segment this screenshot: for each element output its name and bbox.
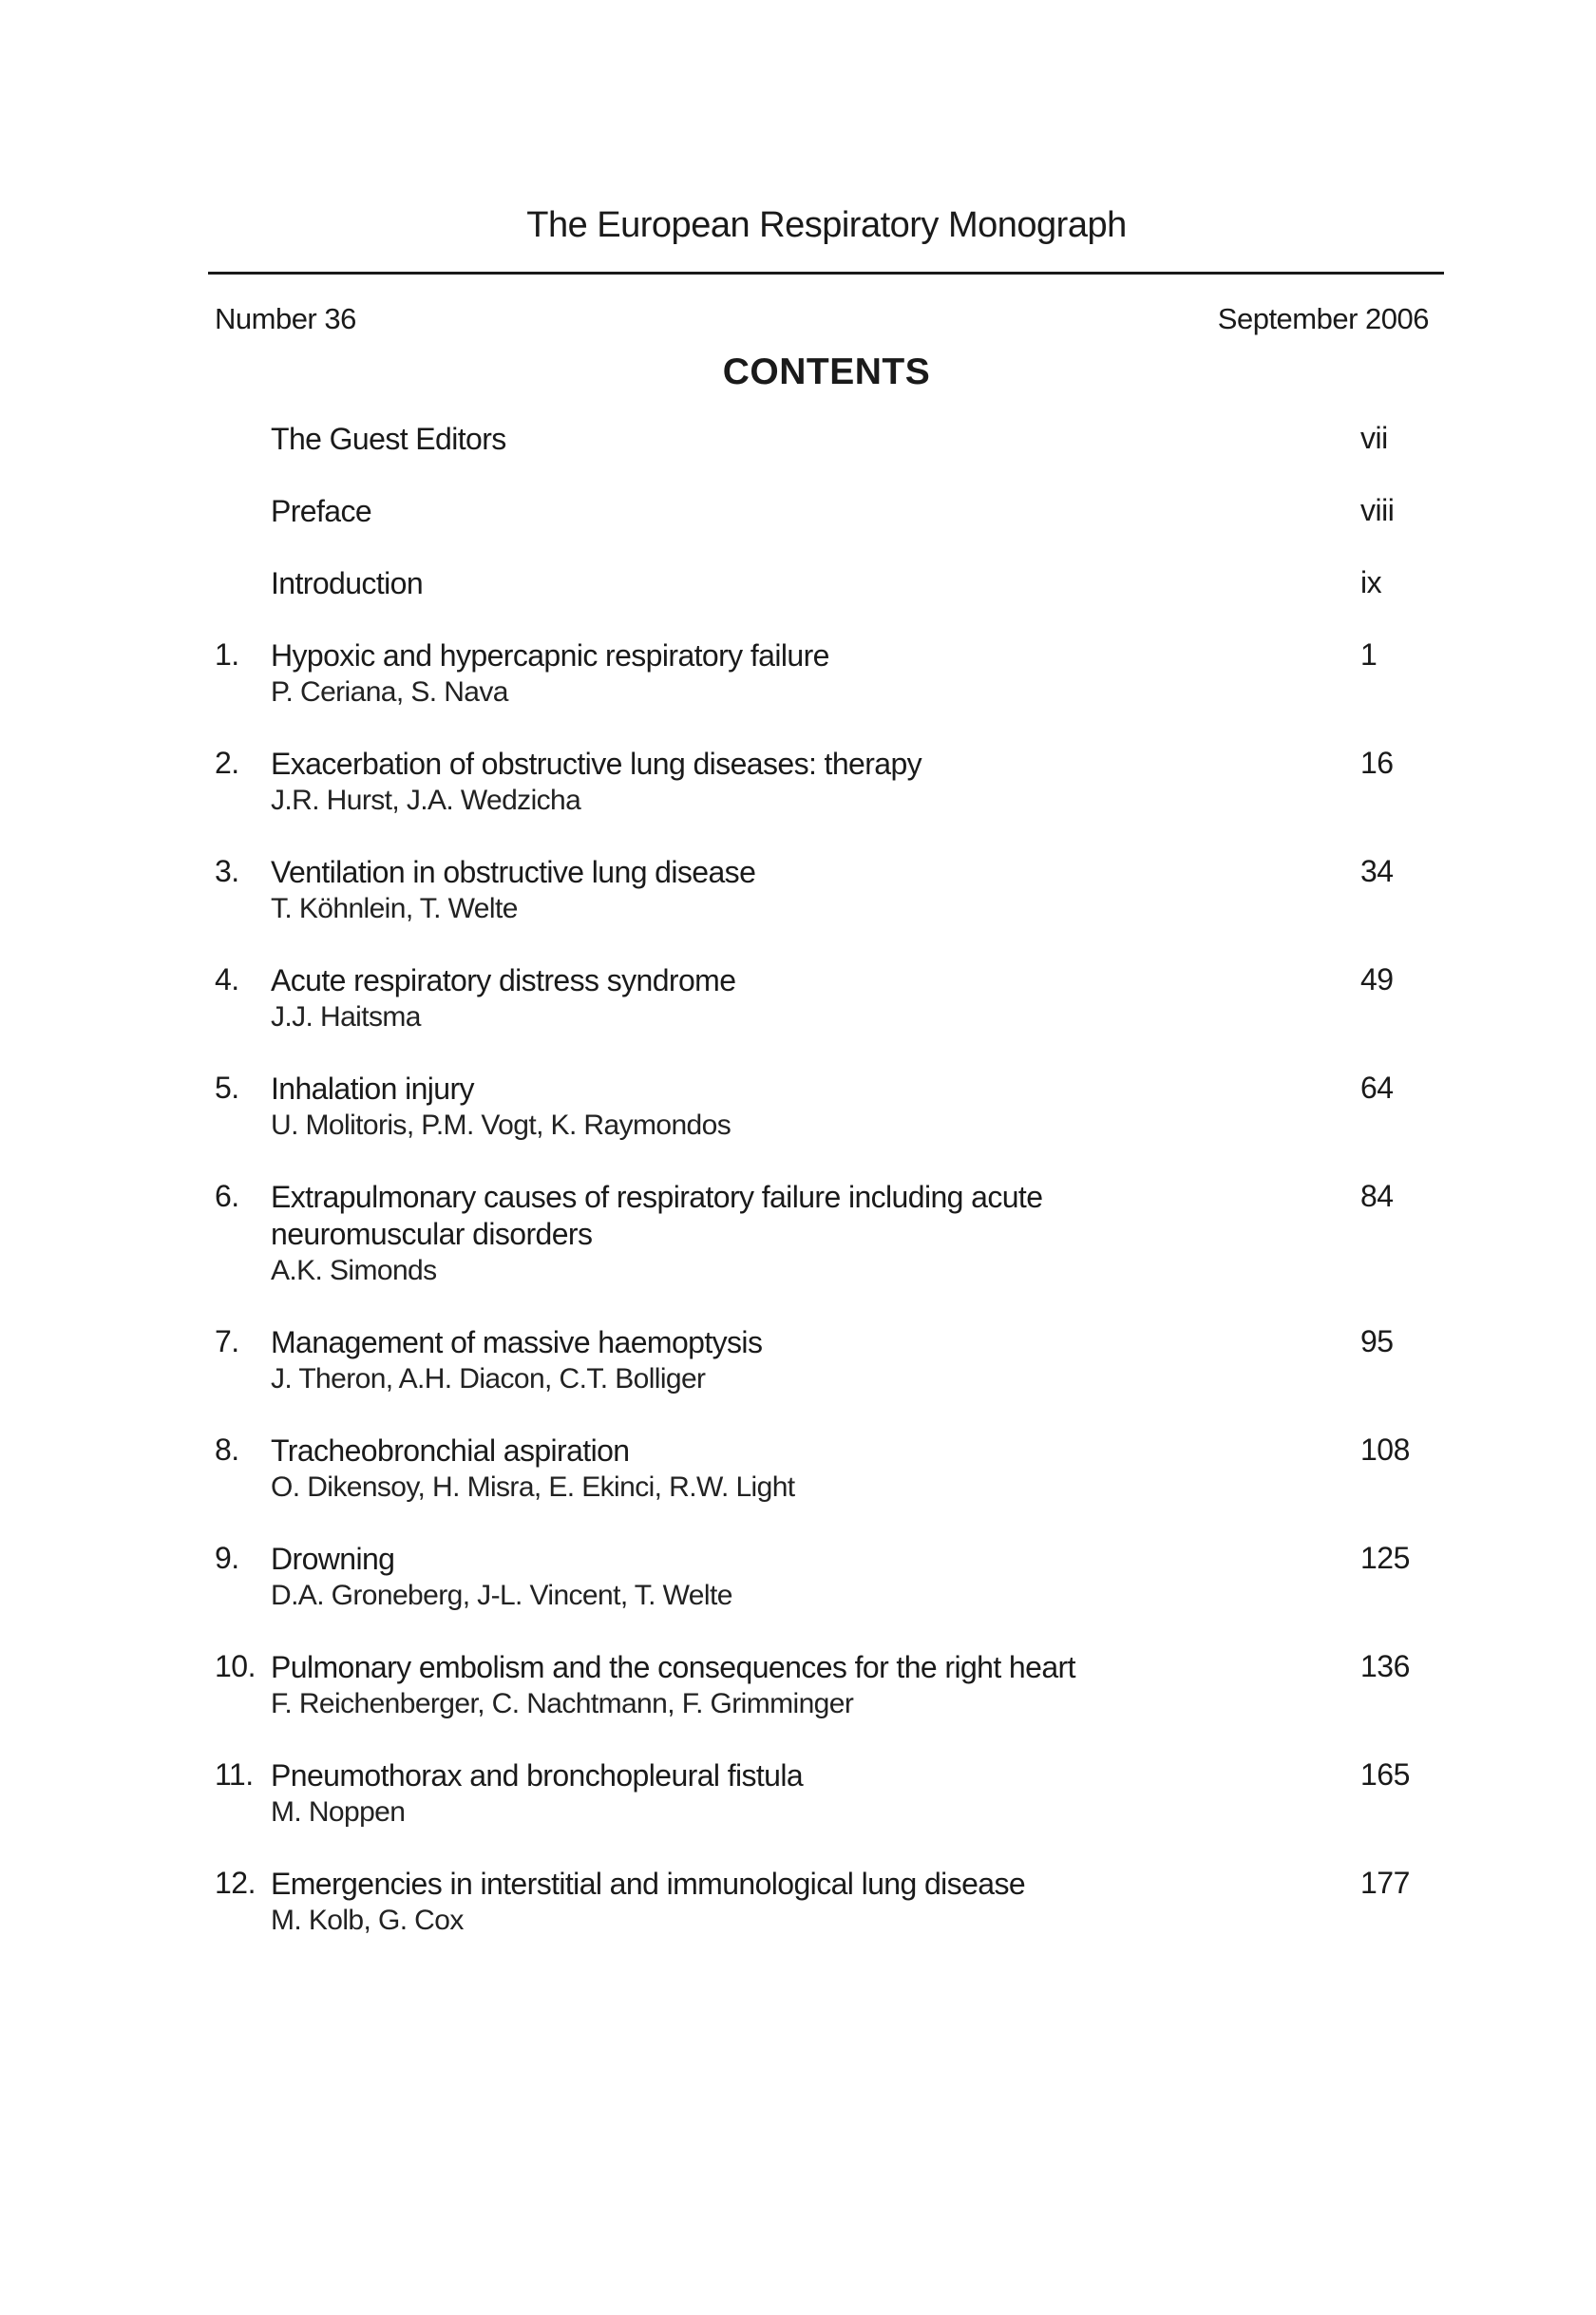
- issue-date: September 2006: [1217, 302, 1429, 335]
- chapter-page: 165: [1360, 1757, 1410, 1792]
- chapter-page: 49: [1360, 962, 1394, 996]
- chapter-title: Extrapulmonary causes of respiratory failure including acute neuromuscular disorders: [271, 1180, 1043, 1251]
- chapter-page: 95: [1360, 1324, 1394, 1358]
- chapter-authors: F. Reichenberger, C. Nachtmann, F. Grimminger: [271, 1688, 854, 1719]
- chapter-number: 4.: [215, 962, 239, 996]
- chapter-authors: J. Theron, A.H. Diacon, C.T. Bolliger: [271, 1363, 706, 1395]
- chapter-number: 8.: [215, 1433, 239, 1467]
- chapter-authors: M. Kolb, G. Cox: [271, 1905, 464, 1936]
- chapter-authors: D.A. Groneberg, J-L. Vincent, T. Welte: [271, 1580, 732, 1611]
- chapter-title: Acute respiratory distress syndrome: [271, 963, 736, 997]
- journal-title: The European Respiratory Monograph: [526, 205, 1127, 245]
- chapter-authors: M. Noppen: [271, 1796, 406, 1828]
- chapter-authors: U. Molitoris, P.M. Vogt, K. Raymondos: [271, 1110, 732, 1141]
- chapter-title: Inhalation injury: [271, 1072, 474, 1106]
- chapter-number: 7.: [215, 1324, 239, 1358]
- chapter-title: Management of massive haemoptysis: [271, 1325, 763, 1359]
- chapter-authors: J.J. Haitsma: [271, 1001, 421, 1033]
- chapter-authors: T. Köhnlein, T. Welte: [271, 893, 518, 924]
- chapter-number: 9.: [215, 1541, 239, 1575]
- chapter-title: Pneumothorax and bronchopleural fistula: [271, 1758, 804, 1793]
- chapter-page: 1: [1360, 637, 1378, 672]
- chapter-number: 12.: [215, 1866, 256, 1900]
- chapter-authors: P. Ceriana, S. Nava: [271, 676, 508, 708]
- chapter-page: 125: [1360, 1541, 1410, 1575]
- chapter-page: 34: [1360, 854, 1394, 888]
- toc-entry-page: ix: [1360, 565, 1382, 599]
- chapter-number: 11.: [215, 1757, 254, 1792]
- toc-entry-page: viii: [1360, 493, 1395, 527]
- chapter-number: 5.: [215, 1071, 239, 1105]
- toc-entry-title: Preface: [271, 494, 372, 528]
- chapter-page: 177: [1360, 1866, 1410, 1900]
- contents-heading: CONTENTS: [722, 351, 931, 392]
- chapter-authors: A.K. Simonds: [271, 1255, 437, 1286]
- chapter-number: 2.: [215, 746, 239, 780]
- chapter-number: 1.: [215, 637, 239, 672]
- chapter-page: 84: [1360, 1179, 1394, 1213]
- toc-entry-title: The Guest Editors: [271, 422, 506, 456]
- chapter-number: 10.: [215, 1649, 256, 1683]
- chapter-title: Emergencies in interstitial and immunological lung disease: [271, 1867, 1026, 1901]
- chapter-page: 108: [1360, 1433, 1410, 1467]
- chapter-title: Pulmonary embolism and the consequences for the right heart: [271, 1650, 1075, 1684]
- chapter-title: Exacerbation of obstructive lung diseases: therapy: [271, 747, 922, 781]
- chapter-authors: O. Dikensoy, H. Misra, E. Ekinci, R.W. Light: [271, 1471, 795, 1503]
- issue-number: Number 36: [215, 302, 356, 335]
- chapter-title: Tracheobronchial aspiration: [271, 1433, 630, 1468]
- toc-entry-title: Introduction: [271, 566, 424, 600]
- chapter-authors: J.R. Hurst, J.A. Wedzicha: [271, 785, 581, 816]
- toc-entry-page: vii: [1360, 421, 1388, 455]
- chapter-page: 16: [1360, 746, 1394, 780]
- chapter-title: Drowning: [271, 1542, 395, 1576]
- chapter-page: 136: [1360, 1649, 1410, 1683]
- chapter-title: Hypoxic and hypercapnic respiratory failure: [271, 638, 829, 673]
- chapter-title: Ventilation in obstructive lung disease: [271, 855, 756, 889]
- chapter-number: 3.: [215, 854, 239, 888]
- chapter-page: 64: [1360, 1071, 1394, 1105]
- chapter-number: 6.: [215, 1179, 239, 1213]
- header-divider: [208, 272, 1444, 275]
